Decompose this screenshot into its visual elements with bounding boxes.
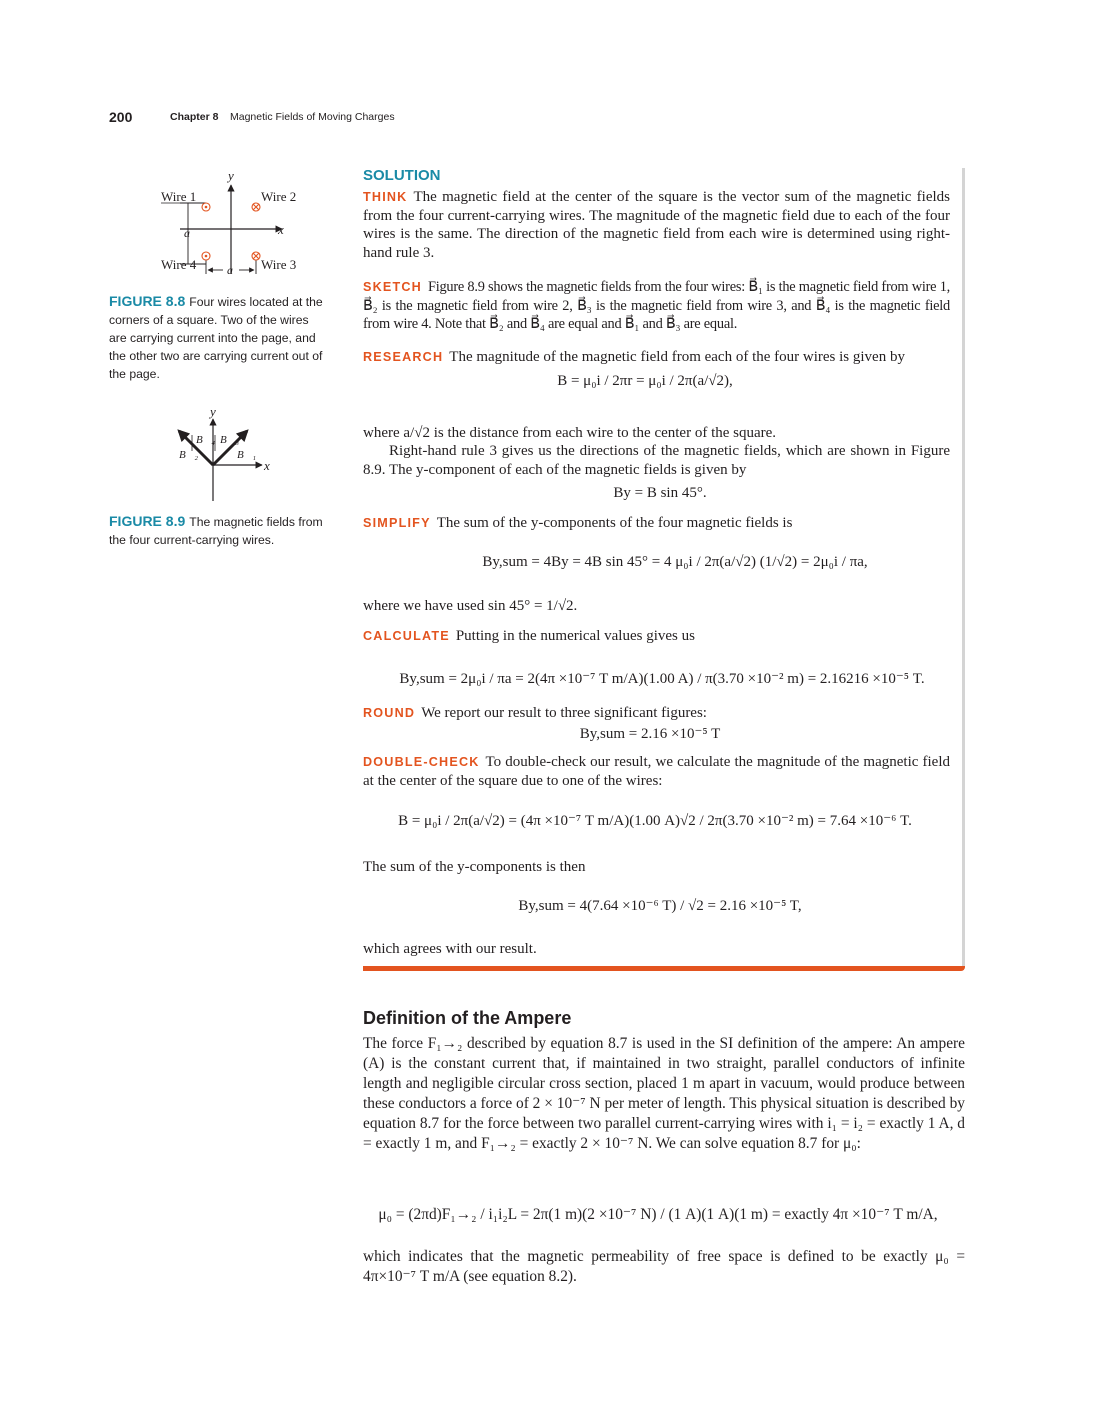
research-paragraph <box>363 348 950 367</box>
solution-box-border <box>962 168 965 968</box>
simplify-text: The sum of the y-components of the four magnetic fields is <box>436 515 793 531</box>
research-label: RESEARCH <box>363 350 444 364</box>
wire-4-out-of-page-icon <box>202 252 210 260</box>
sketch-text: Figure 8.9 shows the magnetic fields from the four wires: B⃗₁ is the magnetic field from wire 1, B⃗₂ is the magnetic field from wire 2, B⃗₃ is the magnetic field from wire 3, and B⃗₄ is the magnetic field from wire 4. Note that B⃗₂ and B⃗₄ are equal and B⃗₁ and B⃗₃ are equal. <box>363 279 950 332</box>
solution-heading: SOLUTION <box>363 167 441 184</box>
axis-label-y: y <box>228 170 234 183</box>
figure-8-9-label: FIGURE 8.9 <box>109 513 186 529</box>
dimension-label-a-horizontal: a <box>227 263 233 277</box>
simplify-paragraph <box>363 514 950 533</box>
calculate-label: CALCULATE <box>363 629 450 643</box>
double-check-after: The sum of the y-components is then <box>363 859 586 875</box>
think-paragraph <box>363 188 950 262</box>
b1-label: B⃗₁ <box>237 449 257 461</box>
double-check-paragraph <box>363 753 950 790</box>
axis-label-x: x <box>264 458 270 473</box>
wire-3-label: Wire 3 <box>261 257 297 272</box>
figure-8-8-label: FIGURE 8.8 <box>109 293 186 309</box>
simplify-after: where we have used sin 45° = 1/√2. <box>363 598 578 614</box>
research-after-2: Right-hand rule 3 gives us the directions of the magnetic fields, which are shown in Figure 8.9. The y-component of each of the magnetic fields is given by <box>363 443 950 478</box>
figure-8-8-diagram <box>150 170 320 280</box>
chapter-label: Chapter 8 <box>170 111 219 123</box>
wire-2-into-page-icon <box>252 203 260 211</box>
figure-8-9-caption <box>109 512 334 549</box>
ampere-paragraph-2: which indicates that the magnetic permeability of free space is defined to be exactly μ₀ = 4π×10⁻⁷ T m/A (see equation 8.2). <box>363 1248 965 1285</box>
wire-4-label: Wire 4 <box>161 257 197 272</box>
research-equation: B = μ₀i / 2πr = μ₀i / 2π(a/√2), <box>557 373 733 389</box>
axis-label-x: x <box>278 222 284 237</box>
figure-8-8-caption-text: Four wires located at the corners of a square. Two of the wires are carrying current into the page, and the other two are carrying current out of the page. <box>109 295 323 381</box>
dimension-label-a-vertical: a <box>184 226 190 240</box>
round-equation: By,sum = 2.16 ×10⁻⁵ T <box>579 726 721 742</box>
axis-label-y: y <box>210 405 216 419</box>
calculate-paragraph <box>363 627 950 646</box>
figure-8-9-caption-text: The magnetic fields from the four current-carrying wires. <box>109 515 323 547</box>
solution-box-bottom-rule <box>363 966 965 971</box>
double-check-label: DOUBLE-CHECK <box>363 755 480 769</box>
think-text: The magnetic field at the center of the square is the vector sum of the magnetic fields from the four current-carrying wires. The magnitude of the magnetic field due to each of the four wires is the same. The direction of the magnetic field from each wire is determined using right-hand rule 3. <box>363 189 950 261</box>
figure-8-8-caption <box>109 292 329 383</box>
b4-label: B⃗₄ <box>196 434 216 446</box>
simplify-label: SIMPLIFY <box>363 516 431 530</box>
sketch-paragraph <box>363 278 950 334</box>
double-check-equation: B = μ₀i / 2π(a/√2) = (4π ×10⁻⁷ T m/A)(1.00 A)√2 / 2π(3.70 ×10⁻² m) = 7.64 ×10⁻⁶ T. <box>398 813 912 829</box>
b3-label: B⃗₃ <box>220 434 240 446</box>
b2-label: B⃗₂ <box>179 449 199 461</box>
research-text: The magnitude of the magnetic field from each of the four wires is given by <box>449 349 905 365</box>
research-after-1: where a/√2 is the distance from each wire to the center of the square. <box>363 425 777 441</box>
sketch-label: SKETCH <box>363 280 422 294</box>
figure-8-9-diagram <box>170 405 280 505</box>
simplify-equation: By,sum = 4By = 4B sin 45° = 4 μ₀i / 2π(a/√2) (1/√2) = 2μ₀i / πa, <box>482 554 868 570</box>
calculate-equation: By,sum = 2μ₀i / πa = 2(4π ×10⁻⁷ T m/A)(1.00 A) / π(3.70 ×10⁻² m) = 2.16216 ×10⁻⁵ T. <box>399 671 925 687</box>
double-check-text: To double-check our result, we calculate the magnitude of the magnetic field at the center of the square due to one of the wires: <box>363 754 950 789</box>
wire-1-out-of-page-icon <box>202 203 210 211</box>
solution-closing: which agrees with our result. <box>363 941 537 957</box>
wire-1-label: Wire 1 <box>161 189 197 204</box>
round-paragraph <box>363 704 950 723</box>
think-label: THINK <box>363 190 408 204</box>
double-check-equation-2: By,sum = 4(7.64 ×10⁻⁶ T) / √2 = 2.16 ×10⁻⁵ T, <box>518 898 802 914</box>
ampere-equation: μ₀ = (2πd)F₁→₂ / i₁i₂L = 2π(1 m)(2 ×10⁻⁷ N) / (1 A)(1 A)(1 m) = exactly 4π ×10⁻⁷ T m/A, <box>378 1206 938 1223</box>
round-label: ROUND <box>363 706 416 720</box>
calculate-text: Putting in the numerical values gives us <box>455 628 695 644</box>
wire-3-into-page-icon <box>252 252 260 260</box>
round-text: We report our result to three significant figures: <box>421 705 707 721</box>
chapter-title: Magnetic Fields of Moving Charges <box>230 111 395 123</box>
ampere-heading: Definition of the Ampere <box>363 1008 572 1028</box>
wire-2-label: Wire 2 <box>261 189 297 204</box>
ampere-paragraph-1: The force F₁→₂ described by equation 8.7 is used in the SI definition of the ampere: An ampere (A) is the constant current that, if maintained in two straight, parallel conductors of infinite length and negligible circular cross section, placed 1 m apart in vacuum, would produce between these conductors a force of 2 × 10⁻⁷ N per meter of length. This physical situation is described by equation 8.7 for the force between two parallel current-carrying wires with i₁ = i₂ = exactly 1 A, d = exactly 1 m, and F₁→₂ = exactly 2 × 10⁻⁷ N. We can solve equation 8.7 for μ₀: <box>363 1035 965 1152</box>
page-number: 200 <box>109 109 133 125</box>
by-equation: By = B sin 45°. <box>613 485 707 501</box>
